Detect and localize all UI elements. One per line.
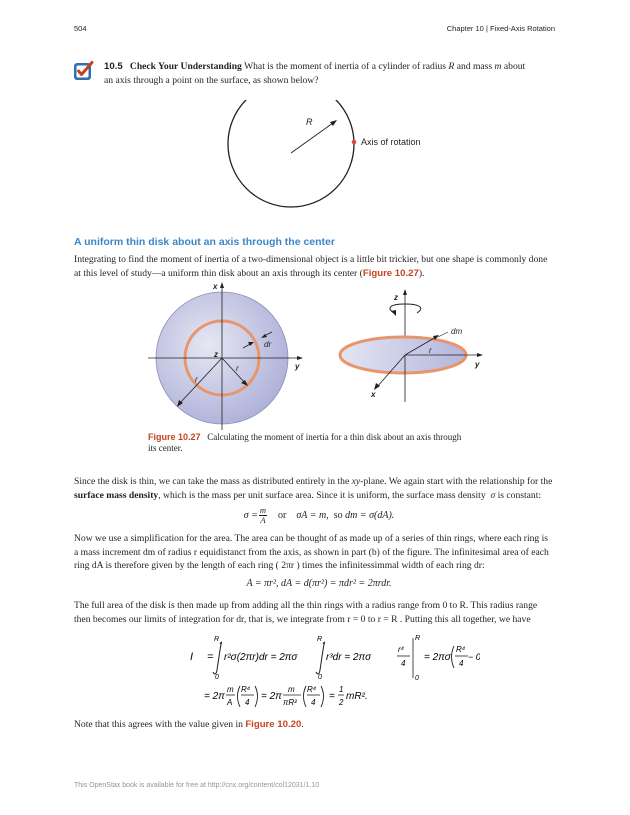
label-r1: r [195,375,198,384]
svg-text:R⁴: R⁴ [307,685,317,694]
check-understanding-icon [73,60,95,82]
check-title: Check Your Understanding [129,61,242,72]
area-line1: The full area of the disk is then made up from adding all the thin rings with a radius range from 0 to R. This radius range [74,600,538,611]
svg-text:= 2π: = 2π [204,691,225,702]
density-paragraph [74,475,564,502]
radius-arrow [291,123,333,153]
cylinder-figure [220,100,450,225]
intro-paragraph [74,253,564,280]
caption-label: Figure 10.27 [148,432,201,442]
check-symbol-m: m [494,61,502,72]
label-x-a: x [213,282,218,291]
rings-line2: a mass increment dm of radius r equidistanct from the axis, as shown in part (b) of the figure. The infinitesimal area of each [74,546,549,558]
eq1-frac: $\frac{m}{A}$ [259,505,267,525]
label-dm: dm [451,327,463,336]
axis-point [352,140,357,145]
area-paragraph [74,599,564,626]
equation-area: A = πr², dA = d(πr²) = πdr² = 2πrdr. [246,578,392,589]
page-number: 504 [74,24,87,33]
check-question-line2: an axis through a point on the surface, as shown below? [104,74,319,86]
sigma-symbol: σ [490,489,496,501]
cylinder-circle [228,100,354,207]
figure-link[interactable]: Figure 10.27 [362,267,419,279]
density-term: surface mass density [74,489,159,501]
intro-line2: at this level of study—a uniform thin disk about an axis through its center ( [74,267,363,279]
radius-label: R [306,117,313,127]
svg-text:r³dr = 2πσ: r³dr = 2πσ [326,652,372,663]
svg-text:I: I [190,651,194,663]
caption-text: Calculating the moment of inertia for a thin disk about an axis through [207,432,462,442]
svg-text:− 0: − 0 [468,652,480,662]
svg-text:= 2πσ: = 2πσ [424,652,451,663]
eq1-rhs: dm = σ(dA). [345,509,395,521]
label-z-a: z [214,350,218,359]
density-text: -plane. We again start with the relationship for the [360,476,553,487]
label-x-b: x [371,390,376,399]
label-y-b: y [475,360,480,369]
svg-text:4: 4 [311,698,316,707]
check-number: 10.5 [104,61,123,72]
section-heading: A uniform thin disk about an axis through the center [74,236,335,248]
svg-text:πR²: πR² [283,698,297,707]
check-understanding [104,60,564,87]
label-r2: r [236,364,239,373]
svg-text:m: m [288,685,295,694]
eq1-so: so [333,509,343,521]
density-text: Since the disk is thin, we can take the mass as distributed entirely in the [74,476,352,487]
svg-text:R: R [415,635,421,642]
disk-top-view [148,282,303,430]
svg-text:0: 0 [318,674,322,681]
chapter-title: Chapter 10 | Fixed-Axis Rotation [446,24,555,33]
svg-text:4: 4 [459,659,464,668]
disk-side-view [340,289,483,402]
area-line2: then becomes our limits of integration for dr, that is, we integrate from r = 0 to r = R . Putting this all together, we have [74,613,531,625]
svg-text:1: 1 [339,685,344,694]
equation-inertia [190,630,480,710]
svg-text:4: 4 [401,659,406,668]
rings-line1: Now we use a simplification for the area. The area can be thought of as made up of a series of thin rings, where each ring is [74,533,549,544]
svg-text:r²σ(2πr)dr = 2πσ: r²σ(2πr)dr = 2πσ [224,652,298,663]
eq1-mid: σA = m, [296,509,329,521]
axis-label: Axis of rotation [361,137,421,147]
svg-text:r⁴: r⁴ [398,645,405,654]
check-symbol-R: R [448,61,455,72]
density-text: is constant: [495,489,542,501]
svg-text:2: 2 [339,698,344,707]
note-end: . [301,719,304,730]
density-em: xy [351,476,361,487]
svg-text:0: 0 [415,675,419,682]
intro-line1: Integrating to find the moment of inertia of a two-dimensional object is a little bit trickier, but one shape is commonly done [74,254,548,265]
caption-text-line2: its center. [148,443,183,453]
label-dr: dr [264,340,272,349]
label-y-a: y [295,362,300,371]
svg-text:R: R [214,636,220,643]
radius-arrowhead [330,120,337,126]
equation-density [74,506,564,525]
label-z-b: z [394,293,398,302]
svg-text:R⁴: R⁴ [241,685,251,694]
eq1-lhs: σ = [243,509,258,521]
intro-line2-end: ). [418,267,425,279]
svg-text:R: R [317,636,323,643]
check-question-part: about [501,61,526,72]
label-r-b: r [429,346,432,355]
figure-caption [148,432,488,454]
svg-text:= 2π: = 2π [261,691,282,702]
disk-figure [140,280,500,430]
svg-text:=: = [329,691,335,702]
note-text: Note that this agrees with the value given in [74,719,246,730]
svg-text:m: m [227,685,234,694]
footer-text[interactable]: This OpenStax book is available for free at http://cnx.org/content/col12031/1.10 [74,782,320,789]
rings-line3: ring dA is therefore given by the length of each ring ( 2πr ) times the infinitessimmal width of each ring dr: [74,560,485,572]
figure-link-20[interactable]: Figure 10.20 [245,719,302,730]
check-question-part: and mass [454,61,495,72]
svg-text:4: 4 [245,698,250,707]
svg-text:=: = [207,651,214,663]
svg-text:R⁴: R⁴ [456,645,466,654]
check-question-part: What is the moment of inertia of a cylinder of radius [244,61,449,72]
svg-text:0: 0 [215,674,219,681]
svg-text:A: A [227,698,233,707]
rings-paragraph [74,532,564,573]
svg-text:mR².: mR². [346,691,368,702]
density-text: , which is the mass per unit surface area. Since it is uniform, the surface mass density [158,489,486,501]
eq1-or: or [278,509,287,521]
note-paragraph [74,718,564,732]
